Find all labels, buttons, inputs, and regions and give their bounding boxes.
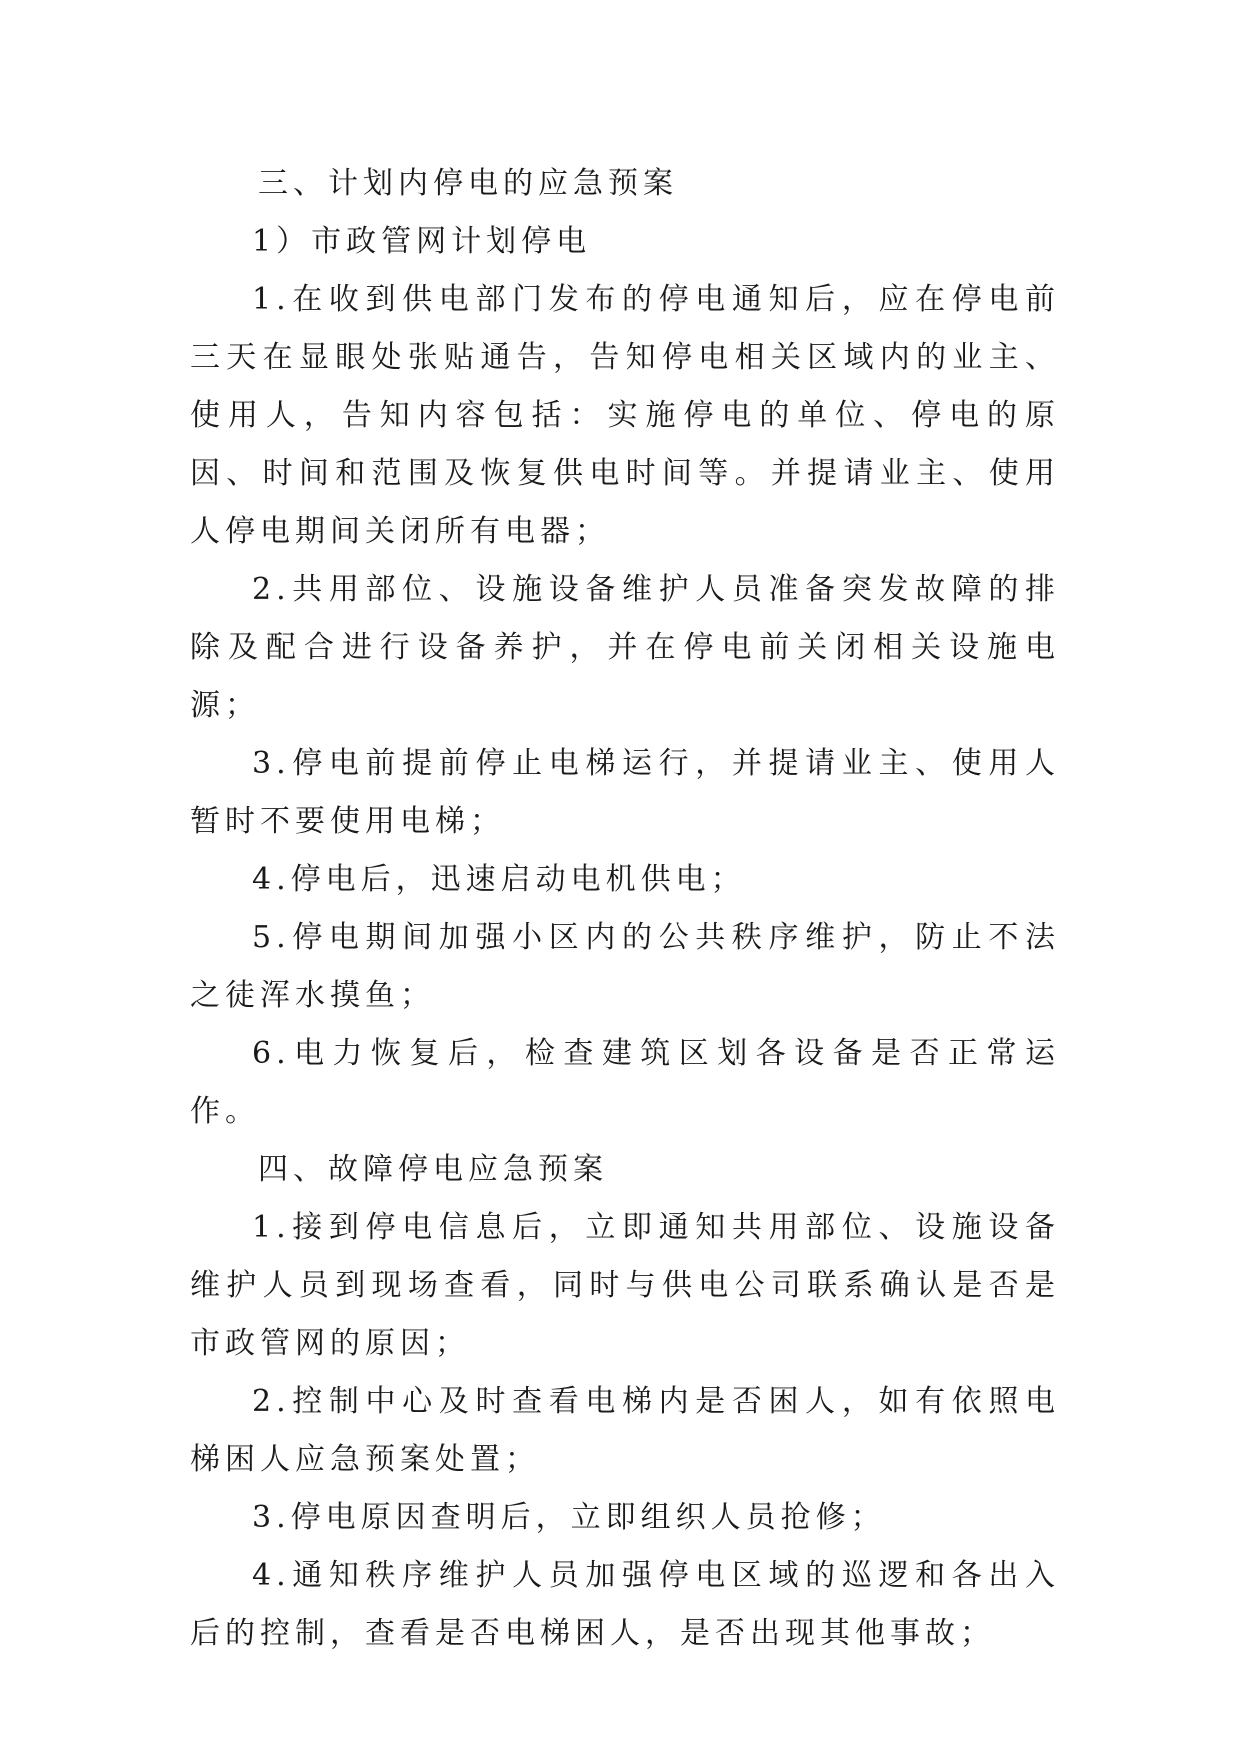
paragraph-item-6: 6.电力恢复后，检查建筑区划各设备是否正常运作。: [190, 1036, 1060, 1129]
fault-item-4: 4.通知秩序维护人员加强停电区域的巡逻和各出入后的控制，查看是否电梯困人，是否出现其他事故；: [190, 1558, 1060, 1651]
document-body: [190, 155, 1060, 1663]
section-heading-3: 三、计划内停电的应急预案: [258, 166, 678, 201]
fault-item-3: 3.停电原因查明后，立即组织人员抢修；: [252, 1500, 886, 1535]
paragraph-item-1: 1.在收到供电部门发布的停电通知后，应在停电前三天在显眼处张贴通告，告知停电相关区域内的业主、使用人，告知内容包括：实施停电的单位、停电的原因、时间和范围及恢复供电时间等。并提请业主、使用人停电期间关闭所有电器；: [190, 282, 1060, 549]
paragraph-item-5: 5.停电期间加强小区内的公共秩序维护，防止不法之徒浑水摸鱼；: [190, 920, 1060, 1013]
paragraph-item-4: 4.停电后，迅速启动电机供电；: [252, 862, 746, 897]
section-heading-4: 四、故障停电应急预案: [258, 1152, 608, 1187]
subsection-heading: 1）市政管网计划停电: [252, 224, 592, 259]
fault-item-1: 1.接到停电信息后，立即通知共用部位、设施设备维护人员到现场查看，同时与供电公司联系确认是否是市政管网的原因；: [190, 1210, 1060, 1361]
paragraph-item-2: 2.共用部位、设施设备维护人员准备突发故障的排除及配合进行设备养护，并在停电前关闭相关设施电源；: [190, 572, 1060, 723]
paragraph-item-3: 3.停电前提前停止电梯运行，并提请业主、使用人暂时不要使用电梯；: [190, 746, 1060, 839]
fault-item-2: 2.控制中心及时查看电梯内是否困人，如有依照电梯困人应急预案处置；: [190, 1384, 1060, 1477]
